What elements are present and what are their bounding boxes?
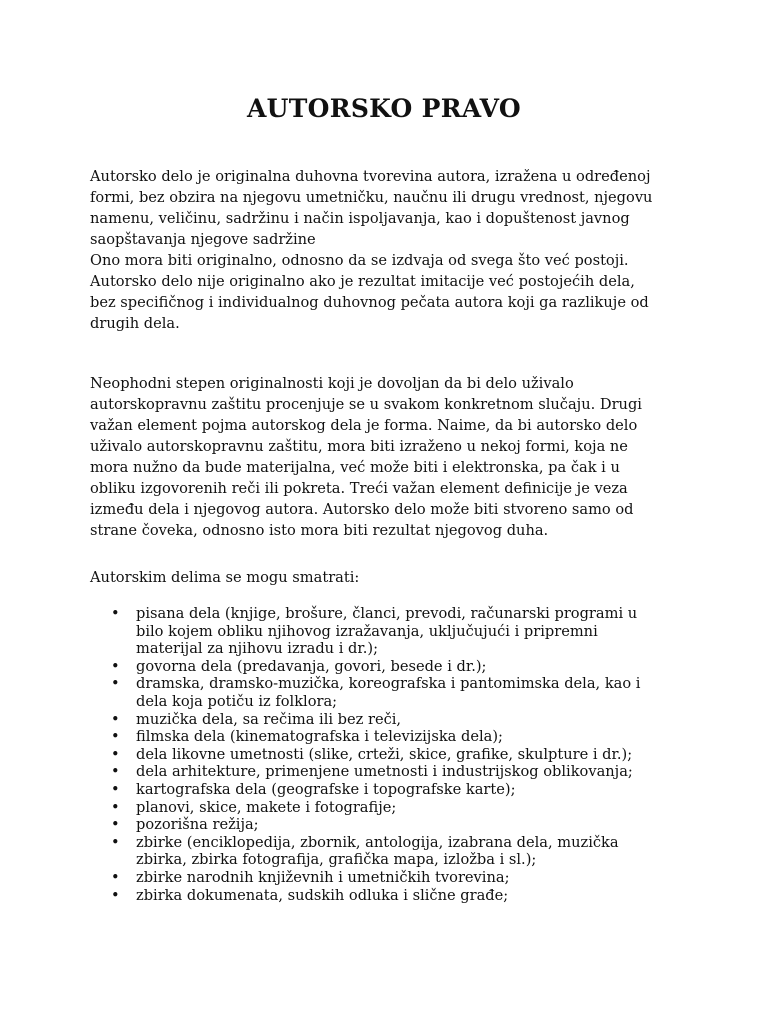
list-item — [90, 781, 690, 799]
bullet-icon: • — [111, 780, 120, 798]
list-item — [90, 711, 690, 729]
paragraph-list-intro: Autorskim delima se mogu smatrati: — [90, 569, 360, 586]
bullet-icon: • — [111, 657, 120, 675]
bullet-icon: • — [111, 710, 120, 728]
bullet-icon: • — [111, 745, 120, 763]
bullet-icon: • — [111, 605, 120, 622]
list-item-text: pozorišna režija; — [136, 816, 259, 834]
list-item — [90, 675, 690, 710]
bullet-icon: • — [111, 763, 120, 781]
bullet-icon: • — [111, 798, 120, 816]
list-item-text: planovi, skice, makete i fotografije; — [136, 798, 397, 816]
list-item-text: zbirka dokumenata, sudskih odluka i slične građe; — [136, 886, 509, 904]
document-title: AUTORSKO PRAVO — [246, 94, 522, 123]
list-item-text: kartografska dela (geografske i topografske karte); — [136, 780, 516, 798]
bullet-icon: • — [111, 816, 120, 834]
list-item — [90, 728, 690, 746]
works-list — [90, 605, 690, 904]
paragraph-definition: Autorsko delo je originalna duhovna tvorevina autora, izražena u određenoj formi, bez obzira na njegovu umetničku, naučnu ili drugu vrednost, njegovu namenu, veličinu, sadržinu i način ispoljavanja, kao i dopuštenost javnog saopštavanja njegove sadržine Ono mora biti originalno, odnosno da se izdvaja od svega što već postoji. Autorsko delo nije originalno ako je rezultat imitacije već postojećih dela, bez specifičnog i individualnog duhovnog pečata autora koji ga razlikuje od drugih dela. — [90, 168, 653, 332]
list-item-text: pisana dela (knjige, brošure, članci, prevodi, računarski programi u bilo kojem obliku njihovog izražavanja, uključujući i pripremni materijal za njihovu izradu i dr.); — [136, 605, 638, 658]
bullet-icon: • — [111, 675, 120, 693]
list-item-text: filmska dela (kinematografska i televizijska dela); — [136, 728, 503, 746]
list-item — [90, 763, 690, 781]
list-item — [90, 746, 690, 764]
list-item-text: zbirke narodnih književnih i umetničkih tvorevina; — [136, 868, 510, 886]
list-item — [90, 816, 690, 834]
list-item-text: muzička dela, sa rečima ili bez reči, — [136, 710, 402, 728]
paragraph-originality: Neophodni stepen originalnosti koji je dovoljan da bi delo uživalo autorskopravnu zaštitu procenjuje se u svakom konkretnom slučaju. Drugi važan element pojma autorskog dela je forma. Naime, da bi autorsko delo uživalo autorskopravnu zaštitu, mora biti izraženo u nekoj formi, koja ne mora nužno da bude materijalna, već može biti i elektronska, pa čak i u obliku izgovorenih reči ili pokreta. Treći važan element definicije je veza između dela i njegovog autora. Autorsko delo može biti stvoreno samo od strane čoveka, odnosno isto mora biti rezultat njegovog duha. — [90, 375, 642, 539]
bullet-icon: • — [111, 728, 120, 746]
list-item-text: dela likovne umetnosti (slike, crteži, skice, grafike, skulpture i dr.); — [136, 745, 633, 763]
list-item — [90, 869, 690, 887]
bullet-icon: • — [111, 868, 120, 886]
list-item — [90, 605, 690, 658]
bullet-icon: • — [111, 833, 120, 851]
list-item — [90, 658, 690, 676]
list-item — [90, 799, 690, 817]
bullet-icon: • — [111, 886, 120, 904]
list-item-text: zbirke (enciklopedija, zbornik, antologija, izabrana dela, muzička zbirka, zbirka fotografija, grafička mapa, izložba i sl.); — [136, 833, 619, 869]
list-item — [90, 887, 690, 905]
list-item-text: dela arhitekture, primenjene umetnosti i industrijskog oblikovanja; — [136, 763, 633, 781]
list-item-text: govorna dela (predavanja, govori, besede i dr.); — [136, 657, 487, 675]
list-item — [90, 834, 690, 869]
list-item-text: dramska, dramsko-muzička, koreografska i pantomimska dela, kao i dela koja potiču iz folklora; — [136, 675, 641, 710]
